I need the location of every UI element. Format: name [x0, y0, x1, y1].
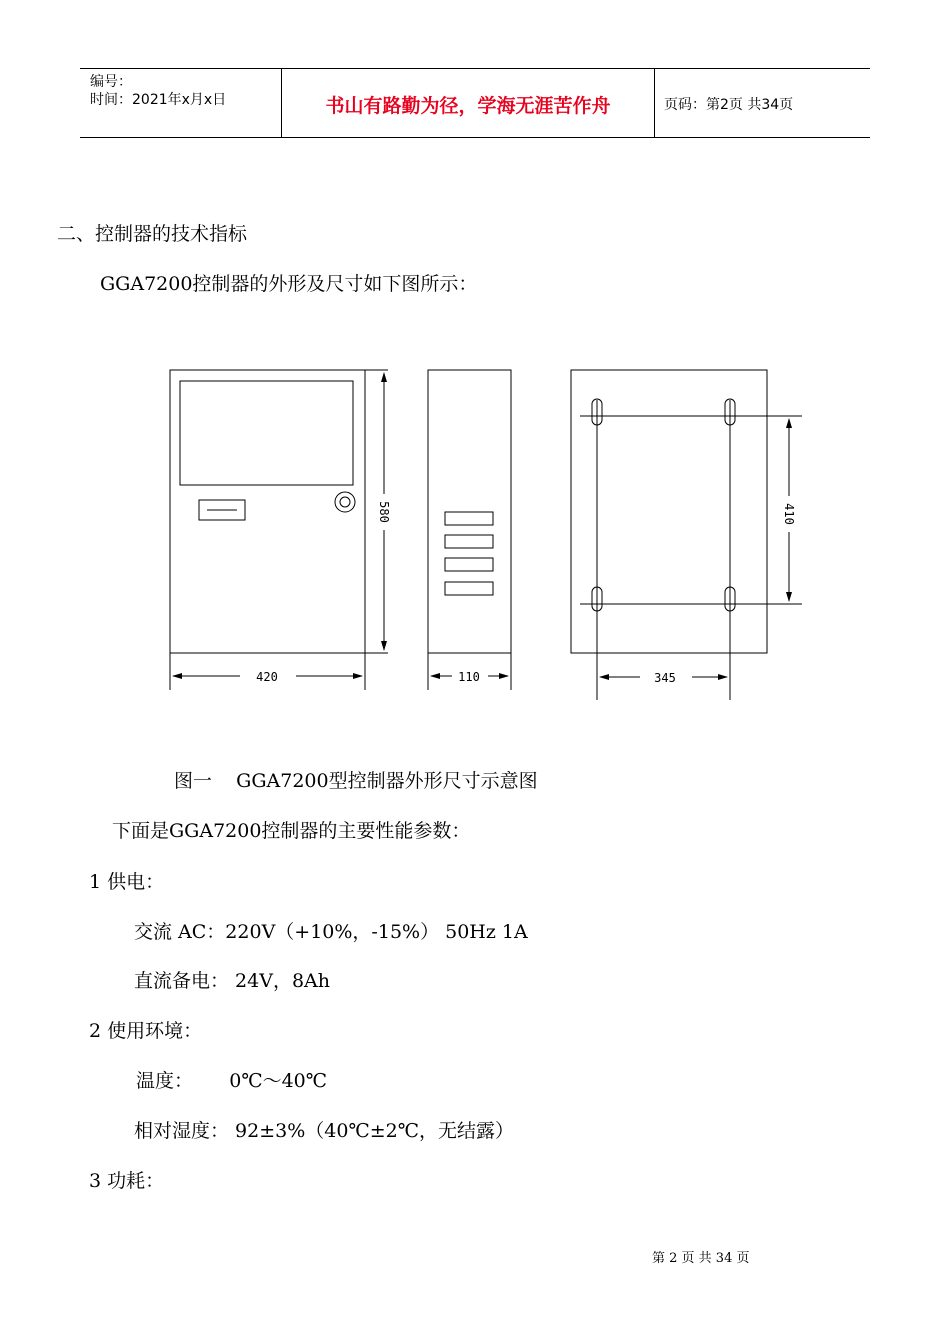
back-view-outline [571, 370, 767, 653]
header-motto: 书山有路勤为径，学海无涯苦作舟 [325, 95, 611, 117]
header-page-info: 页码：第2页 共34页 [664, 97, 794, 113]
power-dc: 直流备电： 24V，8Ah [134, 970, 330, 992]
dim-front-height: 580 [377, 501, 391, 523]
section-intro: GGA7200控制器的外形及尺寸如下图所示： [100, 273, 478, 295]
side-view-slot [445, 535, 493, 548]
front-view-lock [335, 492, 355, 512]
front-view-display [180, 381, 353, 485]
side-view-slot [445, 582, 493, 595]
side-view-slot [445, 558, 493, 571]
power-title: 1 供电： [89, 871, 165, 893]
consumption-title: 3 功耗： [89, 1170, 165, 1192]
date-line: 时间：2021年x月x日 [90, 92, 227, 108]
figure-caption: 图一 GGA7200型控制器外形尺寸示意图 [174, 770, 538, 792]
env-humidity: 相对湿度： 92±3%（40℃±2℃，无结露） [134, 1120, 514, 1142]
serial-label: 编号： [90, 74, 132, 90]
env-temp: 温度： 0℃～40℃ [136, 1070, 328, 1092]
dim-front-width: 420 [256, 670, 278, 684]
dim-side-width: 110 [458, 670, 480, 684]
page-footer: 第 2 页 共 34 页 [652, 1251, 750, 1266]
dim-back-height: 410 [782, 503, 796, 525]
side-view-slot [445, 512, 493, 525]
power-ac: 交流 AC：220V（+10%，-15%） 50Hz 1A [134, 921, 528, 943]
params-intro: 下面是GGA7200控制器的主要性能参数： [112, 820, 471, 842]
section-heading: 二、控制器的技术指标 [57, 223, 248, 245]
dim-back-width: 345 [654, 671, 676, 685]
env-title: 2 使用环境： [89, 1020, 203, 1042]
